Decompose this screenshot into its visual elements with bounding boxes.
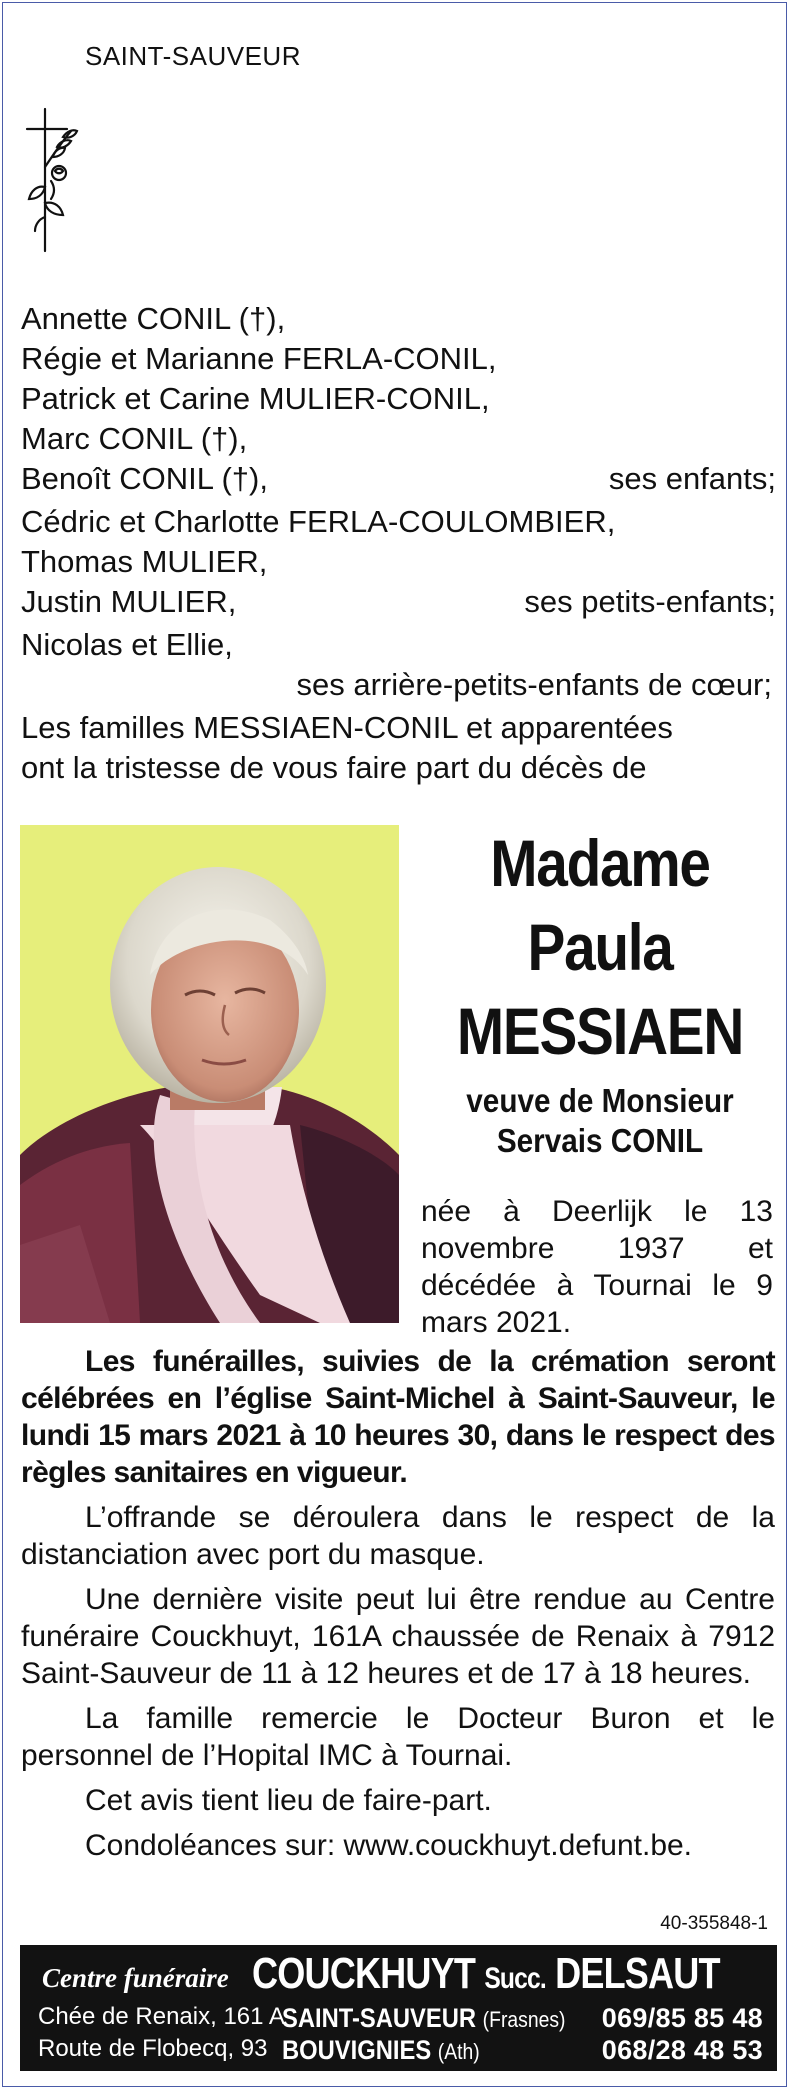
- deceased-name: [441, 821, 759, 1073]
- cross-with-rose-icon: [17, 107, 83, 253]
- family-member: Justin MULIER,: [21, 584, 237, 619]
- reference-number: 40-355848-1: [660, 1913, 768, 1934]
- family-line: [21, 459, 776, 499]
- company-name: COUCKHUYT: [252, 1949, 476, 1998]
- address-1: Chée de Renaix, 161 A: [38, 2003, 285, 2030]
- phone-2: 068/28 48 53: [601, 2035, 763, 2065]
- great-grandchildren-label: ses arrière-petits-enfants de cœur;: [296, 667, 772, 702]
- condolences-paragraph: Condoléances sur: www.couckhuyt.defunt.be.: [85, 1829, 693, 1862]
- banner-company: [252, 1949, 720, 1999]
- banner-address-row: [20, 2003, 777, 2035]
- address-2: Route de Flobecq, 93: [38, 2035, 268, 2062]
- city-2-note: (Ath): [437, 2039, 480, 2064]
- funeral-home-banner: [20, 1945, 777, 2071]
- family-member: Marc CONIL (†),: [21, 421, 248, 456]
- thanks-paragraph: La famille remercie le Docteur Buron et le personnel de l’Hopital IMC à Tournai.: [21, 1702, 775, 1772]
- portrait-illustration: [20, 825, 399, 1323]
- family-member: Thomas MULIER,: [21, 544, 268, 579]
- family-member: Régie et Marianne FERLA-CONIL,: [21, 341, 497, 376]
- location-heading: SAINT-SAUVEUR: [85, 41, 301, 71]
- city-1-note: (Frasnes): [482, 2007, 566, 2032]
- widow-of: [434, 1081, 767, 1161]
- funeral-paragraph: Les funérailles, suivies de la crémation seront célébrées en l’église Saint-Michel à Saint-Sauveur, le lundi 15 mars 2021 à 10 heures 30, dans le respect des règles sanitaires en vigueur.: [21, 1345, 775, 1489]
- family-line: [21, 582, 776, 622]
- family-member: Patrick et Carine MULIER-CONIL,: [21, 381, 490, 416]
- notice-body: [21, 1343, 775, 1872]
- family-line: [21, 502, 776, 542]
- city-1-name: SAINT-SAUVEUR: [282, 2003, 477, 2033]
- widow-line-1: veuve de Monsieur: [466, 1082, 734, 1119]
- city-1: [282, 2003, 566, 2034]
- last-name-text: MESSIAEN: [456, 994, 744, 1068]
- family-list: [21, 299, 776, 788]
- birth-death-text: née à Deerlijk le 13 novembre 1937 et décédée à Tournai le 9 mars 2021.: [421, 1195, 773, 1339]
- family-line: [21, 419, 776, 459]
- family-member: Benoît CONIL (†),: [21, 461, 268, 496]
- relation-label: ses petits-enfants;: [524, 584, 776, 619]
- relation-label: ses enfants;: [608, 461, 776, 496]
- offering-paragraph: L’offrande se déroulera dans le respect de la distanciation avec port du masque.: [21, 1501, 775, 1571]
- obituary-notice: [2, 2, 787, 2087]
- family-line: [21, 625, 776, 665]
- first-name-text: Paula: [527, 910, 673, 984]
- family-member: Cédric et Charlotte FERLA-COULOMBIER,: [21, 504, 616, 539]
- visit-paragraph: Une dernière visite peut lui être rendue au Centre funéraire Couckhuyt, 161A chaussée de Renaix à 7912 Saint-Sauveur de 11 à 12 heures et de 17 à 18 heures.: [21, 1583, 775, 1690]
- family-line: [21, 379, 776, 419]
- banner-title-row: [20, 1947, 777, 1999]
- title-text: Madame: [490, 826, 710, 900]
- banner-label: Centre funéraire: [42, 1963, 229, 1993]
- phone-1: 069/85 85 48: [601, 2003, 763, 2033]
- family-member: Annette CONIL (†),: [21, 301, 286, 336]
- family-line: [21, 299, 776, 339]
- succ-label: Succ.: [484, 1962, 546, 1995]
- family-line: [21, 339, 776, 379]
- city-2: [282, 2035, 480, 2066]
- family-line: [21, 542, 776, 582]
- families-line: Les familles MESSIAEN-CONIL et apparentées: [21, 710, 673, 745]
- banner-address-row: [20, 2035, 777, 2067]
- city-2-name: BOUVIGNIES: [282, 2035, 432, 2065]
- family-member: Nicolas et Ellie,: [21, 627, 233, 662]
- widow-line-2: Servais CONIL: [496, 1122, 704, 1159]
- announcement-line: ont la tristesse de vous faire part du décès de: [21, 750, 647, 785]
- portrait-photo: [20, 825, 399, 1323]
- successor-name: DELSAUT: [555, 1949, 720, 1998]
- notice-paragraph: Cet avis tient lieu de faire-part.: [85, 1784, 492, 1817]
